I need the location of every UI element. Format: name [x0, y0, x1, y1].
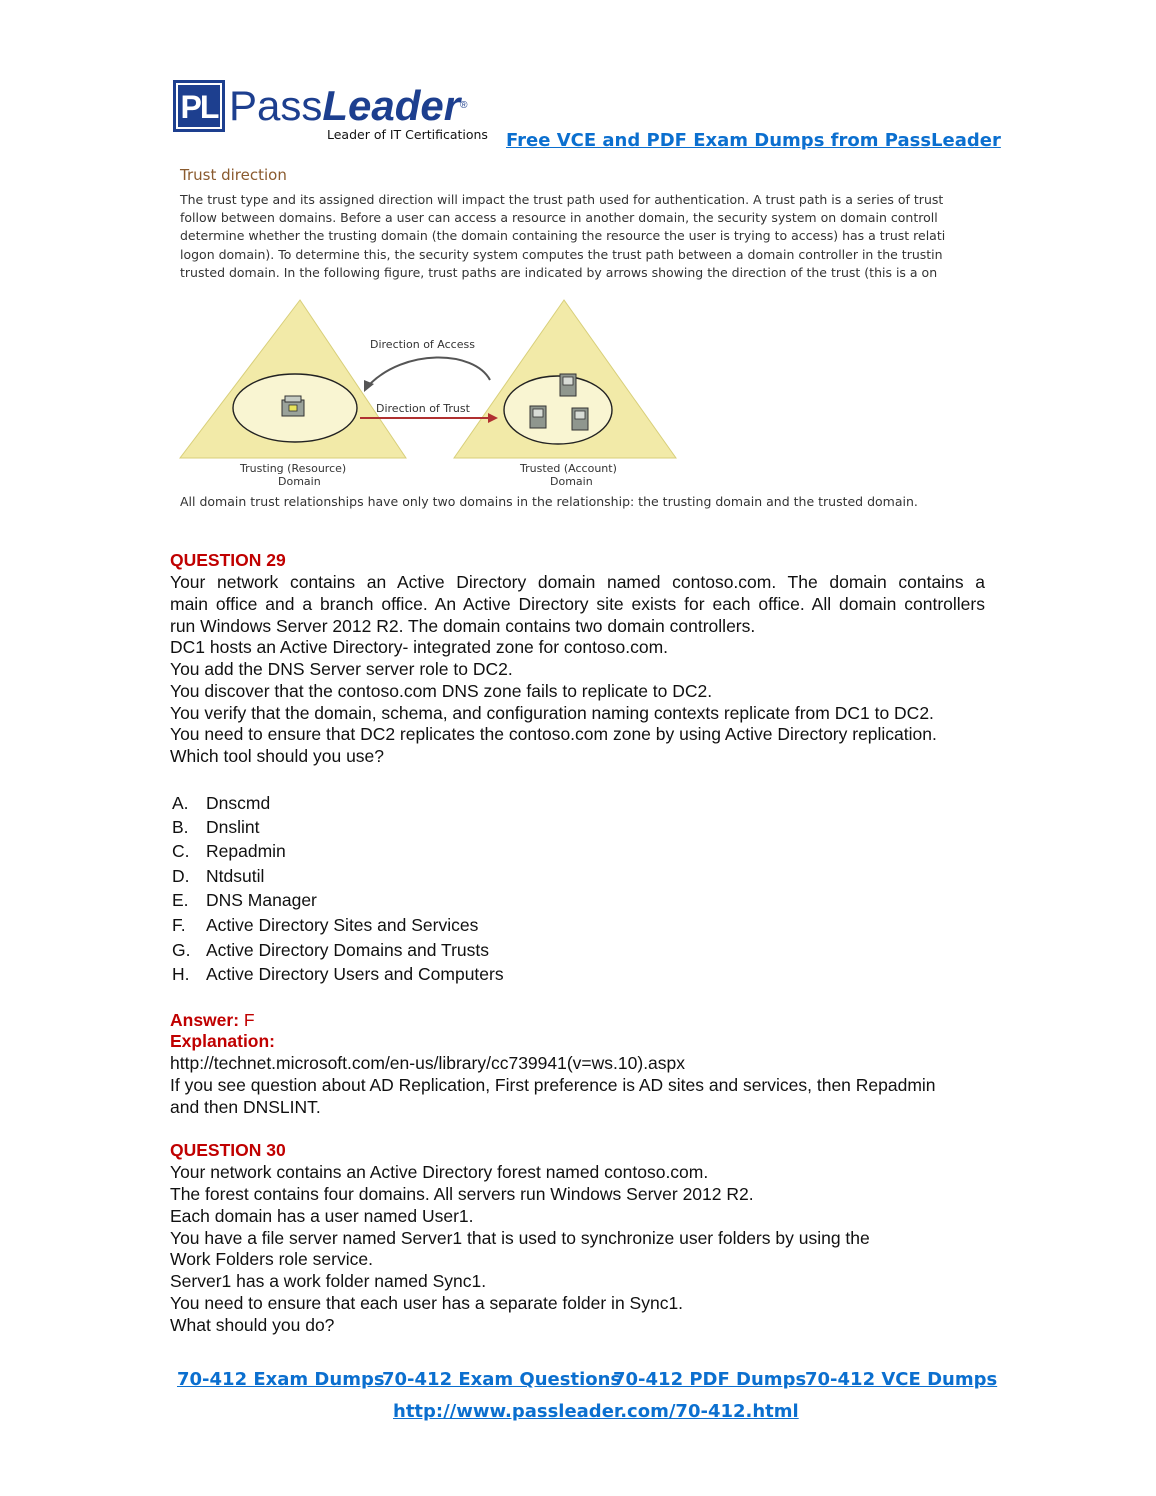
- excerpt-paragraph: [180, 191, 988, 282]
- option-text: Active Directory Sites and Services: [206, 915, 479, 935]
- option-letter: E.: [172, 890, 189, 910]
- option-letter: F.: [172, 915, 186, 935]
- direction-of-trust-label: Direction of Trust: [376, 402, 470, 415]
- footer-link-exam-questions[interactable]: 70-412 Exam Questions: [382, 1369, 622, 1390]
- question-text-line: Your network contains an Active Directory domain named contoso.com. The domain contains a: [170, 572, 985, 592]
- question-text-line: Server1 has a work folder named Sync1.: [170, 1271, 487, 1291]
- excerpt-line: determine whether the trusting domain (the domain containing the resource the user is trying to access) has a trust relati: [180, 228, 946, 244]
- answer-option: [172, 964, 504, 985]
- option-letter: D.: [172, 866, 190, 886]
- answer-option: [172, 793, 270, 814]
- answer-label: Answer:: [170, 1010, 240, 1030]
- question-text-line: You verify that the domain, schema, and configuration naming contexts replicate from DC1 to DC2.: [170, 703, 934, 723]
- computer-icon: [560, 374, 576, 396]
- option-text: Dnscmd: [206, 793, 271, 813]
- computer-icon: [572, 408, 588, 430]
- trusted-domain-label: Trusted (Account): [520, 462, 617, 475]
- option-letter: C.: [172, 841, 190, 861]
- footer-url-link[interactable]: http://www.passleader.com/70-412.html: [393, 1401, 799, 1422]
- option-letter: G.: [172, 940, 191, 960]
- question-text-line: What should you do?: [170, 1315, 335, 1335]
- explanation-text: and then DNSLINT.: [170, 1097, 321, 1117]
- option-letter: B.: [172, 817, 189, 837]
- answer-option: [172, 915, 478, 936]
- excerpt-title: Trust direction: [180, 166, 287, 184]
- computer-icon: [530, 406, 546, 428]
- trusted-domain-ellipse: [504, 376, 612, 444]
- question-text-line: You need to ensure that each user has a separate folder in Sync1.: [170, 1293, 684, 1313]
- logo-tagline: Leader of IT Certifications: [327, 127, 488, 142]
- explanation-text: If you see question about AD Replication, First preference is AD sites and services, then Repadmin: [170, 1075, 936, 1095]
- question-text-line: main office and a branch office. An Active Directory site exists for each office. All domain controllers: [170, 594, 985, 614]
- logo-registered-mark: ®: [460, 100, 468, 111]
- trusted-domain-label: Domain: [550, 475, 593, 488]
- question-text-line: You need to ensure that DC2 replicates the contoso.com zone by using Active Directory replication.: [170, 724, 937, 744]
- option-letter: H.: [172, 964, 190, 984]
- logo-mark: [173, 80, 225, 132]
- logo-mark-text: PL: [176, 83, 222, 129]
- answer-option: [172, 817, 260, 838]
- excerpt-line: logon domain). To determine this, the security system computes the trust path between a domain controller in the trustin: [180, 246, 943, 262]
- trusting-domain-label: Trusting (Resource): [240, 462, 347, 475]
- answer-option: [172, 841, 286, 862]
- direction-of-access-label: Direction of Access: [370, 338, 475, 351]
- question-text-line: The forest contains four domains. All servers run Windows Server 2012 R2.: [170, 1184, 754, 1204]
- trust-direction-excerpt: [174, 158, 988, 518]
- option-text: Ntdsutil: [206, 866, 265, 886]
- answer-option: [172, 866, 264, 887]
- option-text: DNS Manager: [206, 890, 317, 910]
- question-text-line: DC1 hosts an Active Directory- integrated zone for contoso.com.: [170, 637, 669, 657]
- question-text-line: Work Folders role service.: [170, 1249, 373, 1269]
- option-letter: A.: [172, 793, 189, 813]
- question-text-line: You add the DNS Server server role to DC2.: [170, 659, 513, 679]
- header-link[interactable]: Free VCE and PDF Exam Dumps from PassLeader: [506, 130, 1001, 151]
- question-text-line: run Windows Server 2012 R2. The domain contains two domain controllers.: [170, 616, 756, 636]
- answer-value: F: [243, 1010, 255, 1030]
- question-text-line: Which tool should you use?: [170, 746, 385, 766]
- passleader-logo: [173, 80, 503, 150]
- question-30-heading: QUESTION 30: [170, 1140, 286, 1160]
- logo-pass-text: Pass: [229, 82, 323, 129]
- footer-link-exam-dumps[interactable]: 70-412 Exam Dumps: [177, 1369, 385, 1390]
- option-text: Active Directory Domains and Trusts: [206, 940, 490, 960]
- answer-option: [172, 940, 489, 961]
- question-text-line: Each domain has a user named User1.: [170, 1206, 474, 1226]
- answer-option: [172, 890, 317, 911]
- footer-link-pdf-dumps[interactable]: 70-412 PDF Dumps: [613, 1369, 807, 1390]
- option-text: Active Directory Users and Computers: [206, 964, 504, 984]
- answer-line: [170, 1010, 255, 1031]
- option-text: Dnslint: [206, 817, 260, 837]
- server-icon: [282, 396, 304, 416]
- direction-of-access-arrow: [368, 357, 490, 386]
- trusting-domain-label: Domain: [278, 475, 321, 488]
- question-text-line: You discover that the contoso.com DNS zone fails to replicate to DC2.: [170, 681, 713, 701]
- question-text-line: Your network contains an Active Directory forest named contoso.com.: [170, 1162, 709, 1182]
- trust-direction-diagram: [174, 290, 694, 490]
- footer-link-vce-dumps[interactable]: 70-412 VCE Dumps: [805, 1369, 998, 1390]
- excerpt-line: follow between domains. Before a user can access a resource in another domain, the security system on domain controll: [180, 210, 938, 226]
- explanation-label: Explanation:: [170, 1031, 276, 1051]
- question-text-line: You have a file server named Server1 that is used to synchronize user folders by using the: [170, 1228, 870, 1248]
- excerpt-caption: All domain trust relationships have only two domains in the relationship: the trusting domain and the trusted domain.: [180, 494, 918, 509]
- question-29-heading: QUESTION 29: [170, 550, 286, 570]
- excerpt-line: trusted domain. In the following figure, trust paths are indicated by arrows showing the direction of the trust (this is a on: [180, 264, 938, 280]
- excerpt-line: The trust type and its assigned direction will impact the trust path used for authentication. A trust path is a series of trust: [180, 192, 944, 207]
- explanation-url: http://technet.microsoft.com/en-us/library/cc739941(v=ws.10).aspx: [170, 1053, 686, 1073]
- option-text: Repadmin: [206, 841, 286, 861]
- logo-leader-text: Leader: [322, 82, 461, 129]
- logo-wordmark: [229, 82, 467, 130]
